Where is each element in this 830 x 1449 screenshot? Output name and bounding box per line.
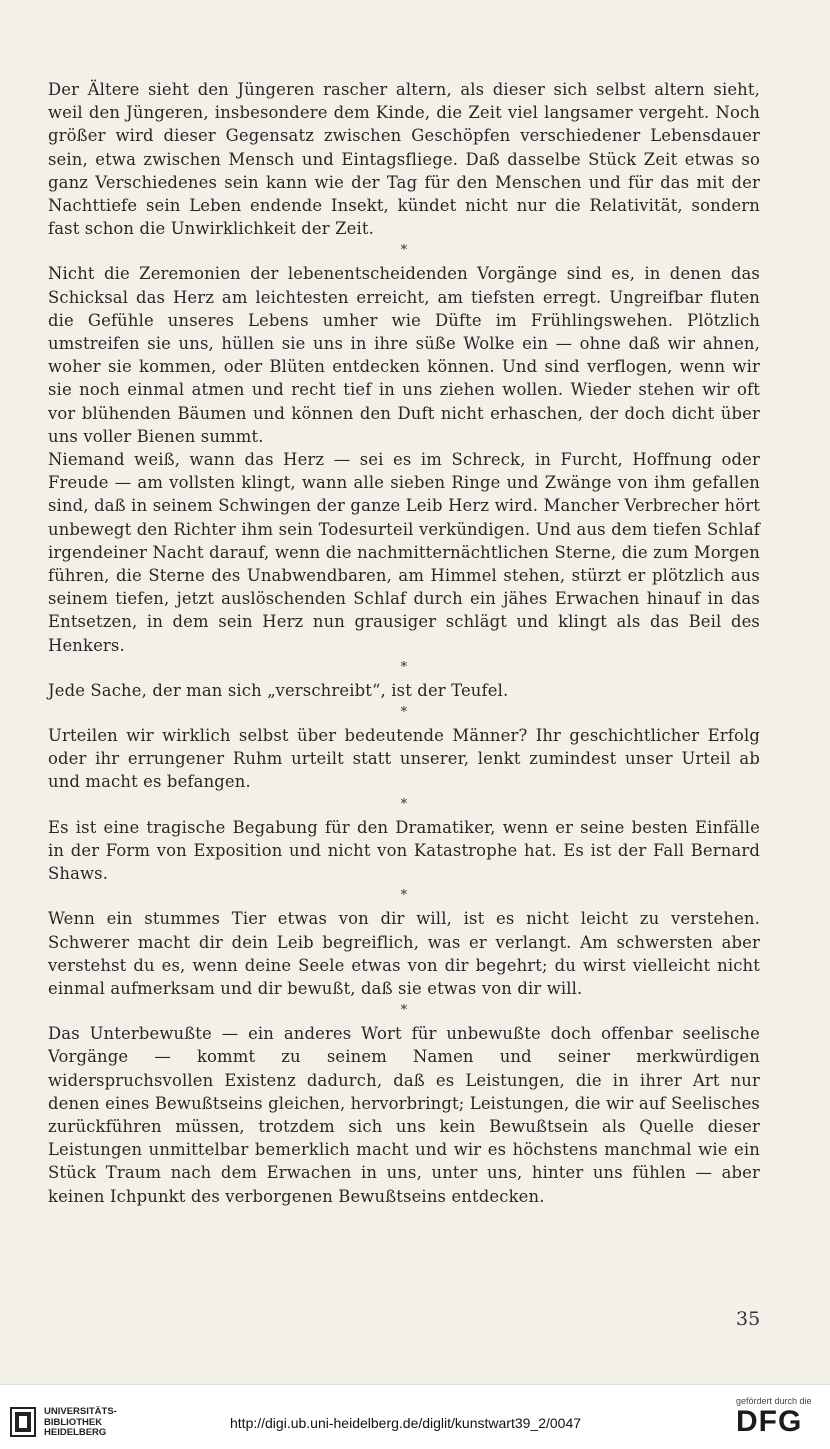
paragraph-8: Das Unterbewußte — ein anderes Wort für unbewußte doch offenbar seelische Vorgänge — kommt zu seinem Namen und seiner merkwürdigen widerspruchsvollen Existenz dadurch, daß es Leistungen, die in ihrer Art nur denen eines Bewußtseins gleichen, hervorbringt; Leistungen, die wir auf Seelisches zurückführen müssen, trotzdem sich uns kein Bewußtsein als Quelle dieser Leistungen unmittelbar bemerklich macht und wir es höchstens manchmal wie ein Stück Traum nach dem Erwachen in uns, unter uns, hinter uns fühlen — aber keinen Ichpunkt des verborgenen Bewußtseins entdecken.: [48, 1024, 760, 1206]
paragraph-4: Jede Sache, der man sich „verschreibt“, ist der Teufel.: [48, 680, 509, 700]
paragraph-6: Es ist eine tragische Begabung für den Dramatiker, wenn er seine besten Einfälle in der Form von Exposition und nicht von Katastrophe hat. Es ist der Fall Bernard Shaws.: [48, 817, 760, 884]
funding-caption: gefördert durch die: [736, 1396, 812, 1406]
separator-star: *: [400, 243, 408, 259]
paragraph-2: Nicht die Zeremonien der lebenentscheidenden Vorgänge sind es, in denen das Schicksal das Herz am leichtesten erreicht, am tiefsten erregt. Ungreifbar fluten die Gefühle unseres Lebens umher wie Düfte im Frühlingswehen. Plötzlich umstreifen sie uns, hüllen sie uns in ihre süße Wolke ein — ohne daß wir ahnen, woher sie kommen, oder Blüten entdecken können. Und sind verflogen, wenn wir sie noch einmal atmen und recht tief in uns ziehen wollen. Wieder stehen wir oft vor blühenden Bäumen und können den Duft nicht erhaschen, der doch dicht über uns voller Bienen summt.: [48, 264, 760, 446]
text-body: [48, 78, 760, 1208]
separator-star: *: [400, 888, 408, 904]
paragraph-1: Der Ältere sieht den Jüngeren rascher altern, als dieser sich selbst altern sieht, weil den Jüngeren, insbesondere dem Kinde, die Zeit viel langsamer vergeht. Noch größer wird dieser Gegensatz zwischen Geschöpfen verschiedener Lebensdauer sein, etwa zwischen Mensch und Eintagsfliege. Daß dasselbe Stück Zeit etwas so ganz Verschiedenes sein kann wie der Tag für den Menschen und für das mit der Nachttiefe sein Leben endende Insekt, kündet nicht nur die Relativität, sondern fast schon die Unwirklichkeit der Zeit.: [48, 80, 760, 239]
university-library-logo-icon: [10, 1407, 36, 1437]
footer-bar: [0, 1384, 830, 1449]
dfg-logo: DFG: [736, 1405, 803, 1438]
page-number: 35: [736, 1308, 761, 1330]
source-url[interactable]: http://digi.ub.uni-heidelberg.de/diglit/kunstwart39_2/0047: [230, 1415, 582, 1431]
paragraph-7: Wenn ein stummes Tier etwas von dir will, ist es nicht leicht zu verstehen. Schwerer macht dir dein Leib begreiflich, was er verlangt. Am schwersten aber verstehst du es, wenn deine Seele etwas von dir begehrt; du wirst vielleicht nicht einmal aufmerksam und dir bewußt, daß sie etwas von dir will.: [48, 909, 760, 998]
separator-star: *: [400, 659, 408, 675]
paragraph-3: Niemand weiß, wann das Herz — sei es im Schreck, in Furcht, Hoffnung oder Freude — am vollsten klingt, wann alle sieben Ringe und Zwänge von ihm gefallen sind, daß in seinem Schwingen der ganze Leib Herz wird. Mancher Verbrecher hört unbewegt den Richter ihm sein Todesurteil verkündigen. Und aus dem tiefen Schlaf irgendeiner Nacht darauf, wenn die nachmitternächtlichen Sterne, die zum Morgen führen, die Sterne des Unabwendbaren, am Himmel stehen, stürzt er plötzlich aus seinem tiefen, jetzt auslöschenden Schlaf durch ein jähes Erwachen hinauf in das Entsetzen, in dem sein Herz nun grausiger schlägt und klingt als das Beil des Henkers.: [48, 450, 760, 655]
paragraph-5: Urteilen wir wirklich selbst über bedeutende Männer? Ihr geschichtlicher Erfolg oder ihr errungener Ruhm urteilt statt unserer, lenkt zumindest unser Urteil ab und macht es befangen.: [48, 726, 760, 792]
separator-star: *: [400, 705, 408, 721]
separator-star: *: [400, 796, 408, 812]
separator-star: *: [400, 1003, 408, 1019]
library-name: UNIVERSITÄTS- BIBLIOTHEK HEIDELBERG: [44, 1406, 117, 1438]
